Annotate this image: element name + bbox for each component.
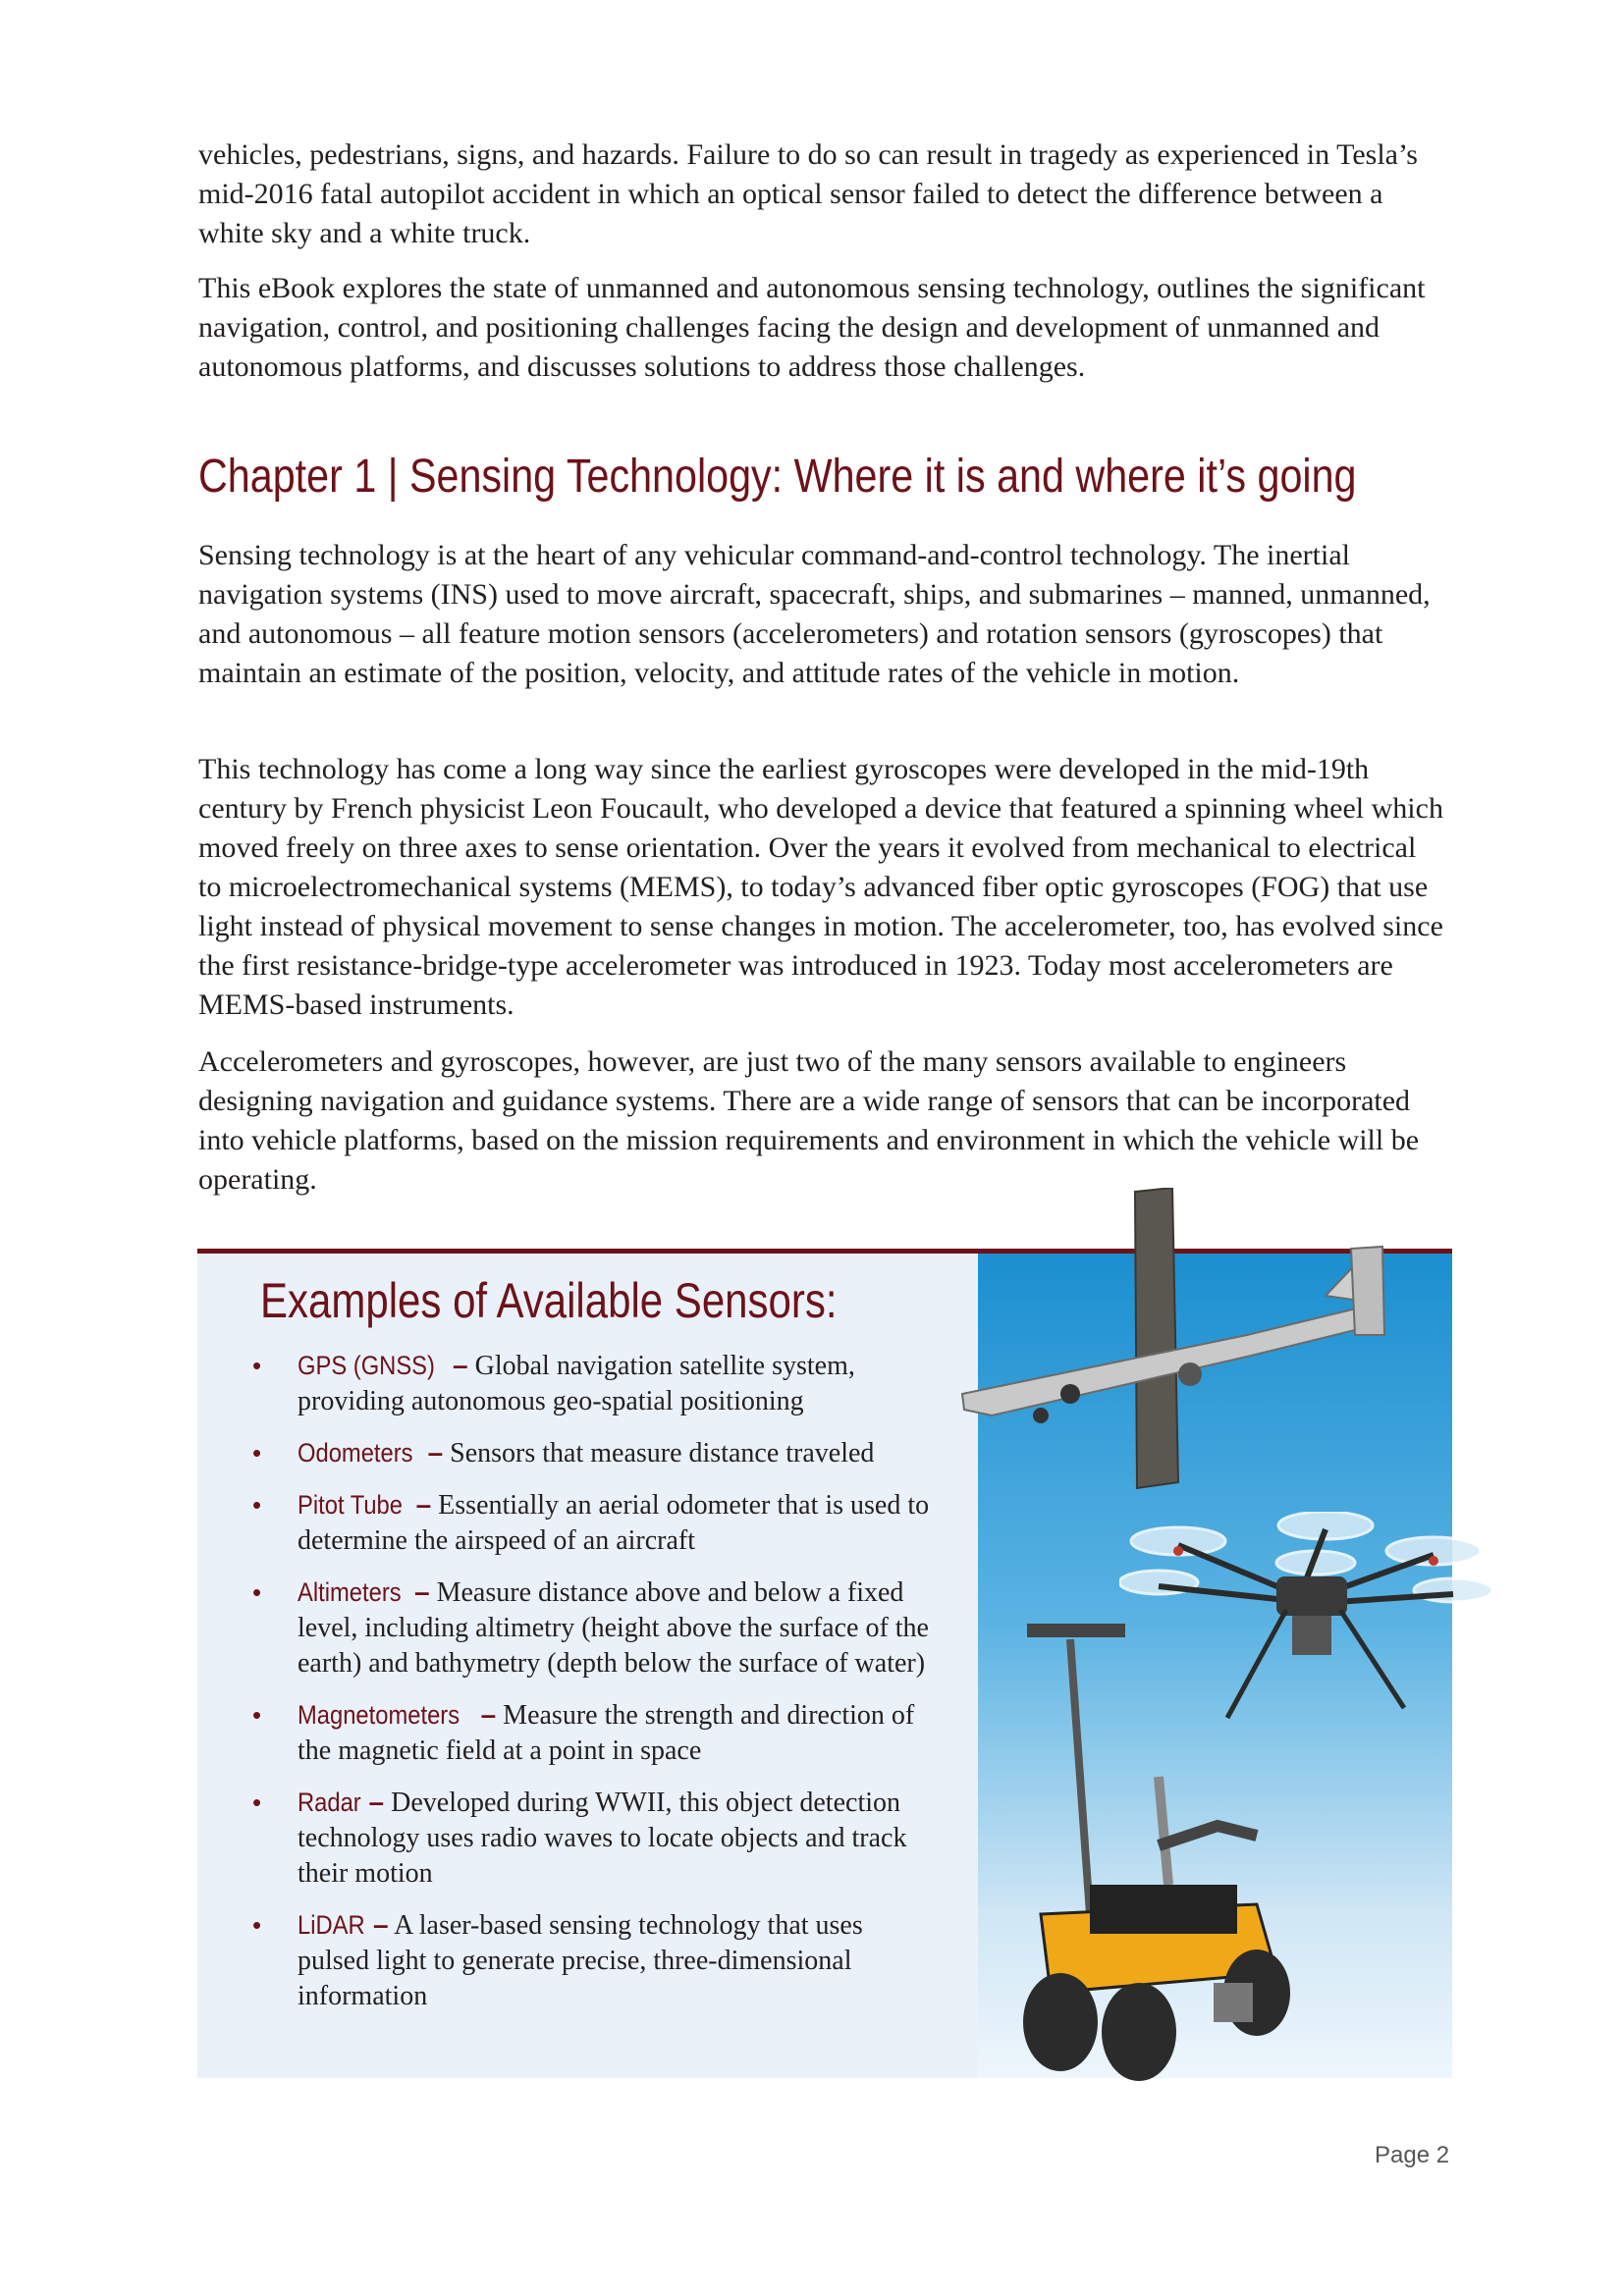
sensors-box-title: Examples of Available Sensors: bbox=[260, 1273, 838, 1328]
sensor-desc: A laser-based sensing technology that uses pulsed light to generate precise, three-dimensional information bbox=[298, 1910, 863, 2011]
sensor-name: Odometers bbox=[298, 1438, 413, 1468]
dash: – bbox=[414, 1576, 430, 1607]
sensor-item-lidar bbox=[252, 1907, 940, 2014]
sensor-item-altimeters bbox=[252, 1575, 940, 1682]
sensor-name: GPS (GNSS) bbox=[298, 1351, 435, 1380]
chapter-title: Chapter 1 | Sensing Technology: Where it is and where it’s going bbox=[198, 451, 1357, 503]
bullet-icon: • bbox=[252, 1351, 262, 1380]
sensor-desc: Measure the strength and direction of the magnetic field at a point in space bbox=[298, 1700, 915, 1766]
chapter-paragraph-3: Accelerometers and gyroscopes, however, are just two of the many sensors available to engineers designing navigation and guidance systems. There are a wide range of sensors that can be incorporated into vehicle platforms, based on the mission requirements and environment in which the vehicle will be operating. bbox=[198, 1045, 1420, 1196]
bullet-icon: • bbox=[252, 1490, 262, 1520]
chapter-paragraph-1: Sensing technology is at the heart of any vehicular command-and-control technology. The inertial navigation systems (INS) used to move aircraft, spacecraft, ships, and submarines – manned, unmanned, and autonomous – all feature motion sensors (accelerometers) and rotation sensors (gyroscopes) that maintain an estimate of the position, velocity, and attitude rates of the vehicle in motion. bbox=[198, 539, 1431, 689]
dash: – bbox=[480, 1699, 497, 1730]
bullet-icon: • bbox=[252, 1700, 262, 1730]
sensor-item-pitot-tube bbox=[252, 1487, 940, 1559]
ground-robot-image bbox=[1011, 1620, 1306, 2091]
sensor-desc: Essentially an aerial odometer that is used to determine the airspeed of an aircraft bbox=[298, 1490, 930, 1556]
dash: – bbox=[415, 1489, 432, 1520]
bullet-icon: • bbox=[252, 1438, 262, 1468]
chapter-paragraph-2: This technology has come a long way since the earliest gyroscopes were developed in the mid-19th century by French physicist Leon Foucault, who developed a device that featured a spinning wheel which moved freely on three axes to sense orientation. Over the years it evolved from mechanical to electrical to microelectromechanical systems (MEMS), to today’s advanced fiber optic gyroscopes (FOG) that use light instead of physical movement to sense changes in motion. The accelerometer, too, has evolved since the first resistance-bridge-type accelerometer was introduced in 1923. Today most accelerometers are MEMS-based instruments. bbox=[198, 753, 1443, 1021]
intro-paragraph-2: This eBook explores the state of unmanned and autonomous sensing technology, outlines the significant navigation, control, and positioning challenges facing the design and development of unmanned and autonomous platforms, and discusses solutions to address those challenges. bbox=[198, 272, 1426, 383]
sensor-desc: Sensors that measure distance traveled bbox=[450, 1438, 875, 1468]
sensor-item-radar bbox=[252, 1785, 940, 1892]
bullet-icon: • bbox=[252, 1910, 262, 1940]
intro-paragraph-1: vehicles, pedestrians, signs, and hazards. Failure to do so can result in tragedy as experienced in Tesla’s mid-2016 fatal autopilot accident in which an optical sensor failed to detect the difference between a white sky and a white truck. bbox=[198, 138, 1418, 249]
sensor-desc: Developed during WWII, this object detection technology uses radio waves to locate objects and track their motion bbox=[298, 1788, 907, 1889]
sensor-list bbox=[252, 1348, 940, 2030]
sensor-name: Radar bbox=[298, 1788, 361, 1817]
sensor-desc: Global navigation satellite system, providing autonomous geo-spatial positioning bbox=[298, 1351, 855, 1416]
sensor-item-gps bbox=[252, 1348, 940, 1419]
page-number: Page 2 bbox=[1375, 2142, 1450, 2168]
sensor-name: Magnetometers bbox=[298, 1700, 460, 1730]
sensor-item-magnetometers bbox=[252, 1697, 940, 1769]
sensor-desc: Measure distance above and below a fixed level, including altimetry (height above the surface of the earth) and bathymetry (depth below the surface of water) bbox=[298, 1577, 929, 1679]
dash: – bbox=[368, 1787, 385, 1817]
dash: – bbox=[373, 1909, 389, 1940]
fixed-wing-uav-image bbox=[952, 1188, 1424, 1492]
bullet-icon: • bbox=[252, 1788, 262, 1817]
dash: – bbox=[427, 1437, 444, 1468]
sensor-name: Altimeters bbox=[298, 1577, 402, 1607]
sensor-name: Pitot Tube bbox=[298, 1490, 404, 1520]
sensor-item-odometers bbox=[252, 1435, 940, 1471]
sensor-name: LiDAR bbox=[298, 1910, 365, 1940]
bullet-icon: • bbox=[252, 1577, 262, 1607]
dash: – bbox=[453, 1350, 468, 1380]
